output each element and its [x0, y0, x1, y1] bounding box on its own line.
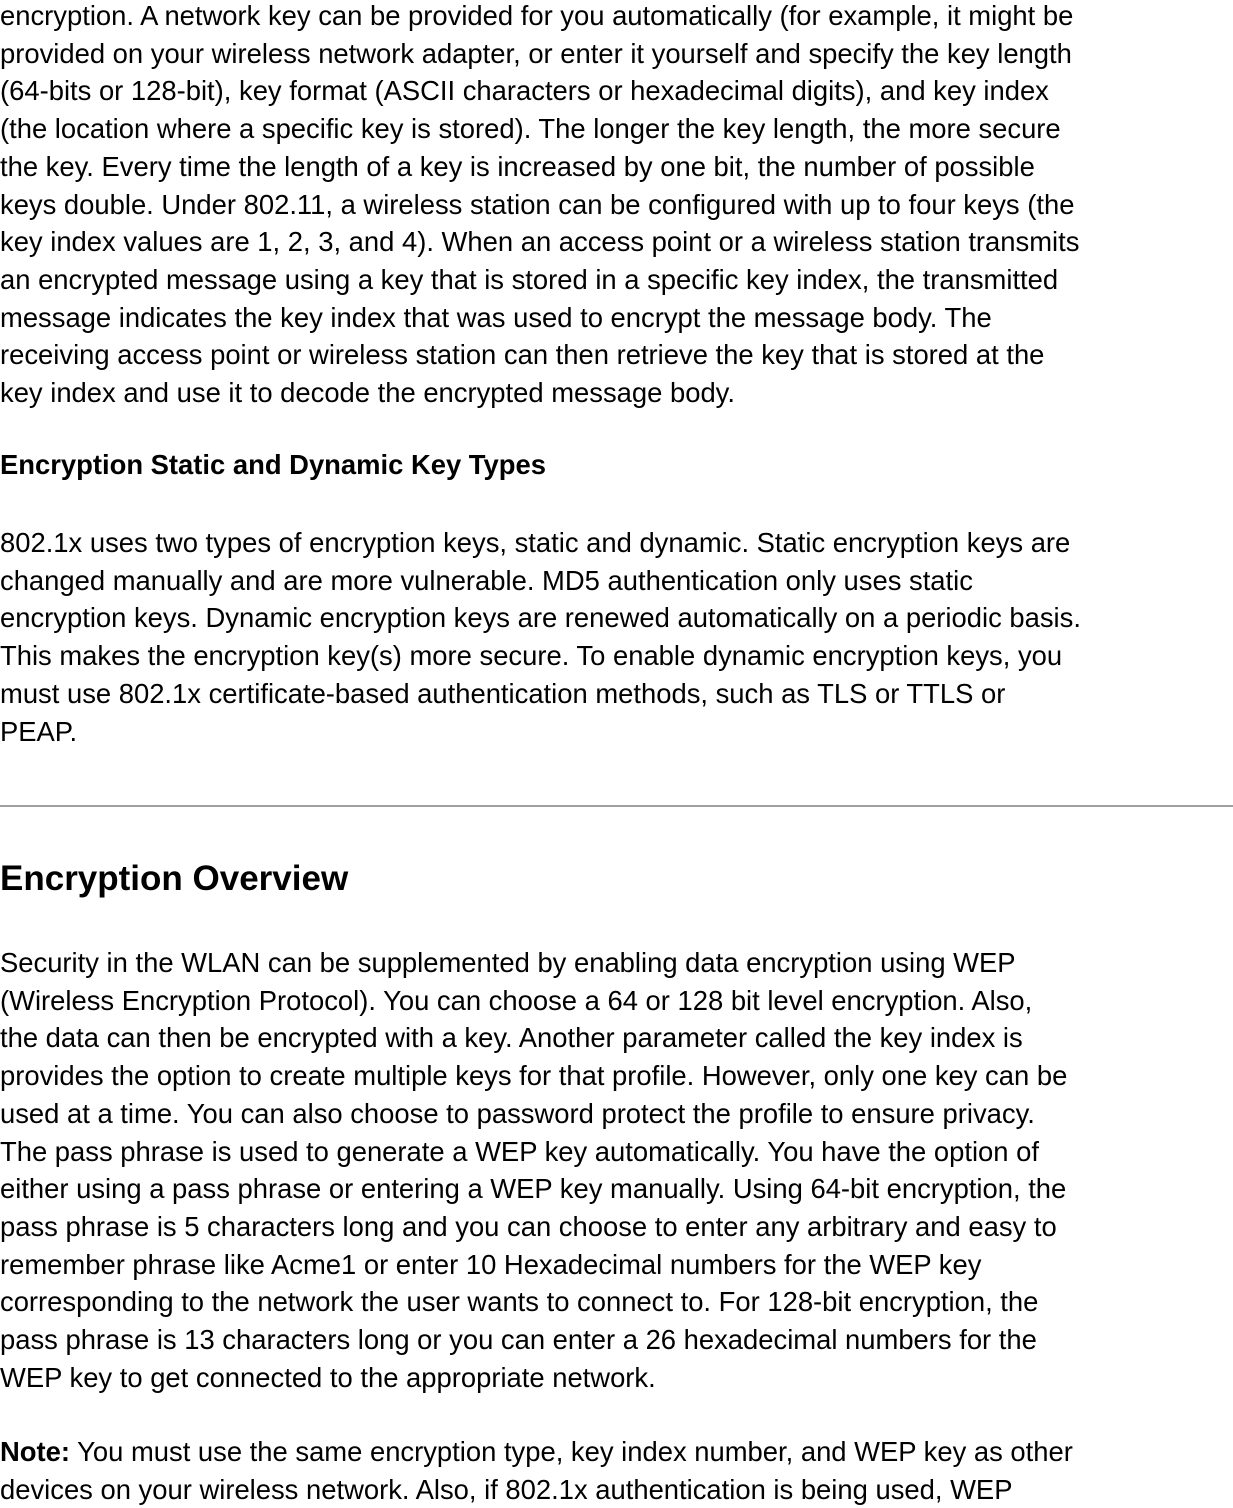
text-line: encryption. A network key can be provided for you automatically (for example, it might be: [0, 0, 1074, 31]
text-line: (Wireless Encryption Protocol). You can choose a 64 or 128 bit level encryption. Also,: [0, 984, 1033, 1016]
text-line: This makes the encryption key(s) more secure. To enable dynamic encryption keys, you: [0, 640, 1063, 672]
text-line: (64-bits or 128-bit), key format (ASCII characters or hexadecimal digits), and key index: [0, 75, 1049, 107]
note-label: Note:: [0, 1436, 70, 1467]
text-line: Security in the WLAN can be supplemented by enabling data encryption using WEP: [0, 947, 1016, 978]
text-line: the data can then be encrypted with a key. Another parameter called the key index is: [0, 1022, 1023, 1054]
text-line: must use 802.1x certificate-based authentication methods, such as TLS or TTLS or: [0, 677, 1006, 709]
text-line: used at a time. You can also choose to password protect the profile to ensure privacy.: [0, 1097, 1035, 1129]
text-line: the key. Every time the length of a key is increased by one bit, the number of possible: [0, 150, 1035, 182]
text-line: key index and use it to decode the encrypted message body.: [0, 377, 735, 409]
text-line: PEAP.: [0, 715, 78, 747]
text-line: keys double. Under 802.11, a wireless station can be configured with up to four keys (the: [0, 188, 1075, 220]
text-line: message indicates the key index that was used to encrypt the message body. The: [0, 301, 992, 333]
text-line: provides the option to create multiple keys for that profile. However, only one key can be: [0, 1060, 1068, 1092]
key-types-paragraph: [0, 524, 1081, 750]
text-line: either using a pass phrase or entering a WEP key manually. Using 64-bit encryption, the: [0, 1173, 1067, 1205]
text-line: The pass phrase is used to generate a WEP key automatically. You have the option of: [0, 1135, 1039, 1167]
text-line: (the location where a specific key is stored). The longer the key length, the more secure: [0, 113, 1061, 145]
text-line: an encrypted message using a key that is stored in a specific key index, the transmitted: [0, 263, 1059, 295]
text-line: [0, 1433, 1073, 1471]
text-line: WEP key to get connected to the appropriate network.: [0, 1361, 656, 1393]
overview-paragraph: [0, 944, 1067, 1396]
text-line: devices on your wireless network. Also, if 802.1x authentication is being used, WEP: [0, 1473, 1013, 1505]
horizontal-divider: [0, 805, 1233, 807]
note-paragraph: [0, 1433, 1073, 1508]
section-heading: Encryption Overview: [0, 859, 349, 898]
text-line: provided on your wireless network adapter, or enter it yourself and specify the key length: [0, 37, 1072, 69]
section-subheading: Encryption Static and Dynamic Key Types: [0, 449, 546, 480]
text-line: changed manually and are more vulnerable. MD5 authentication only uses static: [0, 564, 973, 596]
text-line: encryption keys. Dynamic encryption keys are renewed automatically on a periodic basis.: [0, 602, 1081, 634]
text-line: 802.1x uses two types of encryption keys, static and dynamic. Static encryption keys are: [0, 527, 1071, 558]
text-line: pass phrase is 13 characters long or you can enter a 26 hexadecimal numbers for the: [0, 1324, 1037, 1356]
text-line: key index values are 1, 2, 3, and 4). When an access point or a wireless station transmits: [0, 226, 1080, 258]
note-text: You must use the same encryption type, key index number, and WEP key as other: [70, 1436, 1073, 1467]
text-line: pass phrase is 5 characters long and you can choose to enter any arbitrary and easy to: [0, 1210, 1057, 1242]
text-line: remember phrase like Acme1 or enter 10 Hexadecimal numbers for the WEP key: [0, 1248, 982, 1280]
intro-paragraph: [0, 0, 1079, 412]
text-line: corresponding to the network the user wants to connect to. For 128-bit encryption, the: [0, 1286, 1039, 1318]
text-line: receiving access point or wireless station can then retrieve the key that is stored at the: [0, 339, 1045, 371]
